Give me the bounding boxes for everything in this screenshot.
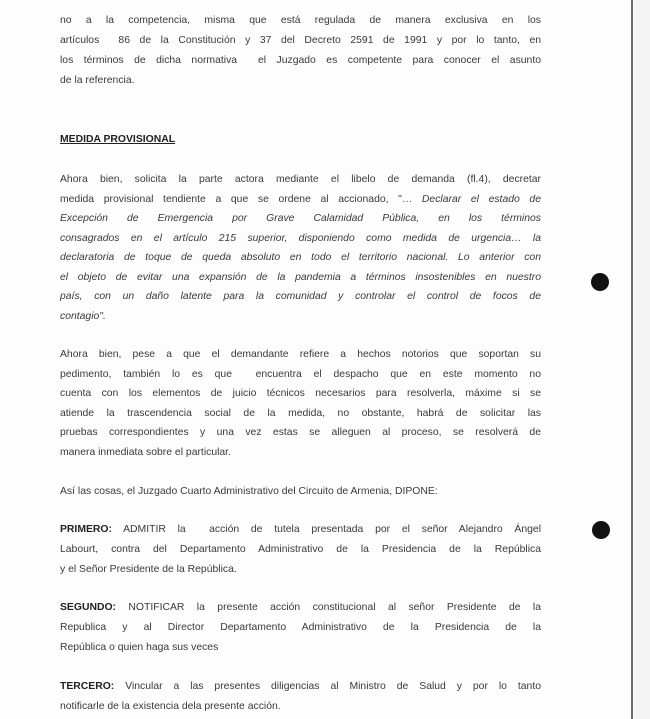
text-segment: el objeto de evitar una expansión de la pandemia a términos insostenibles en nuestro [60,271,541,283]
paragraph-solicitud-line [60,213,541,225]
text-segment: notificarle de la existencia dela presente acción. [60,700,281,712]
binder-hole-icon [592,521,610,539]
paragraph-consideracion-line [60,349,541,361]
text-segment: no a la competencia, misma que está regulada de manera exclusiva en los [60,15,541,26]
text-segment: consagrados en el artículo 215 superior, disponiendo como medida de urgencia… la [60,232,541,244]
paragraph-consideracion-line [60,447,541,459]
text-segment: PRIMERO: [60,524,112,535]
text-segment: Republica y al Director Departamento Administrativo de la Presidencia de la [60,622,541,633]
paragraph-consideracion-line [60,388,541,400]
paragraph-primero-line [60,524,541,536]
text-segment: artículos 86 de la Constitución y 37 del Decreto 2591 de 1991 y por lo tanto, en [60,35,541,46]
text-segment: de la referencia. [60,75,135,86]
text-segment: país, con un daño latente para la comunidad y controlar el control de focos de [60,291,541,302]
text-segment: Así las cosas, el Juzgado Cuarto Administrativo del Circuito de Armenia, DIPONE: [60,486,438,497]
heading-medida-provisional-line [60,134,541,146]
paragraph-competencia-line [60,55,541,67]
text-segment: República o quien haga sus veces [60,642,219,653]
paragraph-competencia-line [60,75,541,87]
text-segment: Vincular a las presentes diligencias al Ministro de Salud y por lo tanto [114,681,541,692]
text-segment: atiende la trascendencia social de la medida, no obstante, habrá de solicitar las [60,407,541,419]
paragraph-segundo-line [60,602,541,614]
text-segment: y el Señor Presidente de la República. [60,564,237,575]
paragraph-segundo-line [60,642,541,654]
text-segment: pedimento, también lo es que encuentra el despacho que en este momento no [60,368,541,380]
paragraph-competencia-line [60,35,541,47]
text-segment: Declarar el estado de [421,193,541,205]
text-segment: NOTIFICAR la presente acción constitucional al señor Presidente de la [116,602,541,613]
paragraph-solicitud-line [60,272,541,284]
text-segment: TERCERO: [60,681,115,692]
paragraph-consideracion-line [60,408,541,420]
text-segment: Labourt, contra del Departamento Administrativo de la Presidencia de la República [60,544,541,555]
paragraph-consideracion-line [60,369,541,381]
text-segment: manera inmediata sobre el particular. [60,447,231,458]
paragraph-solicitud-line [60,291,541,303]
text-segment: Ahora bien, solicita la parte actora mediante el libelo de demanda (fl.4), decretar [60,174,541,185]
paragraph-solicitud-line [60,311,541,323]
text-segment: cuenta con los elementos de juicio técnicos necesarios para resolverla, máxime si se [60,388,541,400]
page-edge-divider [631,0,633,719]
text-segment: Excepción de Emergencia por Grave Calamidad Pública, en los términos [60,213,541,224]
paragraph-solicitud-line [60,233,541,245]
text-segment: medida provisional tendiente a que se ordene al accionado, "… [60,193,422,205]
text-segment: contagio". [60,310,106,322]
binder-hole-icon [591,273,609,291]
text-segment: los términos de dicha normativa el Juzgado es competente para conocer el asunto [60,55,541,66]
text-segment: SEGUNDO: [60,602,116,613]
page-margin [634,0,650,719]
paragraph-solicitud-line [60,194,541,206]
paragraph-solicitud-line [60,174,541,186]
paragraph-tercero-line [60,701,541,713]
text-segment: declaratoria de toque de queda absoluto en todo el territorio nacional. Lo anterior con [60,252,541,263]
paragraph-competencia-line [60,15,541,27]
text-segment: pruebas correspondientes y una vez estas se alleguen al proceso, se resolverá de [60,427,541,439]
text-segment: MEDIDA PROVISIONAL [60,134,176,145]
text-segment: ADMITIR la acción de tutela presentada por el señor Alejandro Ángel [111,524,541,535]
paragraph-consideracion-line [60,427,541,439]
text-segment: Ahora bien, pese a que el demandante refiere a hechos notorios que soportan su [60,349,541,360]
paragraph-primero-line [60,564,541,576]
paragraph-dispone-line [60,486,541,498]
paragraph-solicitud-line [60,252,541,264]
paragraph-segundo-line [60,622,541,634]
paragraph-tercero-line [60,681,541,693]
paragraph-primero-line [60,544,541,556]
